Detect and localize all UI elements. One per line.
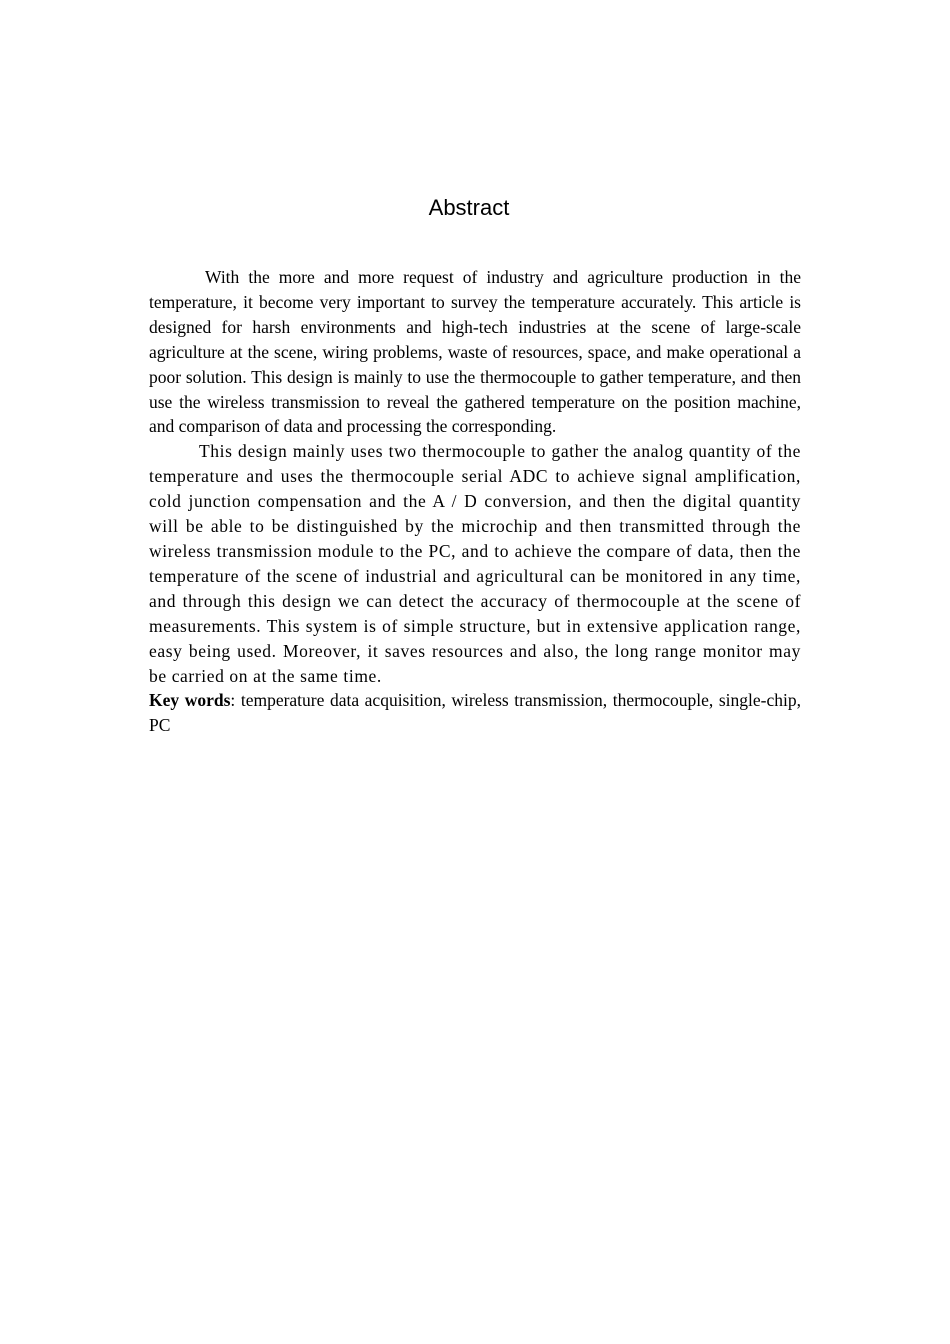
abstract-body xyxy=(149,265,801,738)
keywords-line xyxy=(149,688,801,738)
keywords-label: Key words xyxy=(149,690,231,711)
abstract-paragraph-1: With the more and more request of industry and agriculture production in the temperature, it become very important to survey the temperature accurately. This article is designed for harsh environments and high-tech industries at the scene of large-scale agriculture at the scene, wiring problems, waste of resources, space, and make operational a poor solution. This design is mainly to use the thermocouple to gather temperature, and then use the wireless transmission to reveal the gathered temperature on the position machine, and comparison of data and processing the corresponding. xyxy=(149,267,801,437)
keywords-separator: : xyxy=(230,690,236,711)
abstract-title: Abstract xyxy=(428,195,510,220)
abstract-paragraph-2: This design mainly uses two thermocouple to gather the analog quantity of the temperature and uses the thermocouple serial ADC to achieve signal amplification, cold junction compensation and the A / D conversion, and then the digital quantity will be able to be distinguished by the microchip and then transmitted through the wireless transmission module to the PC, and to achieve the compare of data, then the temperature of the scene of industrial and agricultural can be monitored in any time, and through this design we can detect the accuracy of thermocouple at the scene of measurements. This system is of simple structure, but in extensive application range, easy being used. Moreover, it saves resources and also, the long range monitor may be carried on at the same time. xyxy=(149,441,801,686)
keywords-text: temperature data acquisition, wireless transmission, thermocouple, single-chip, PC xyxy=(149,690,801,736)
